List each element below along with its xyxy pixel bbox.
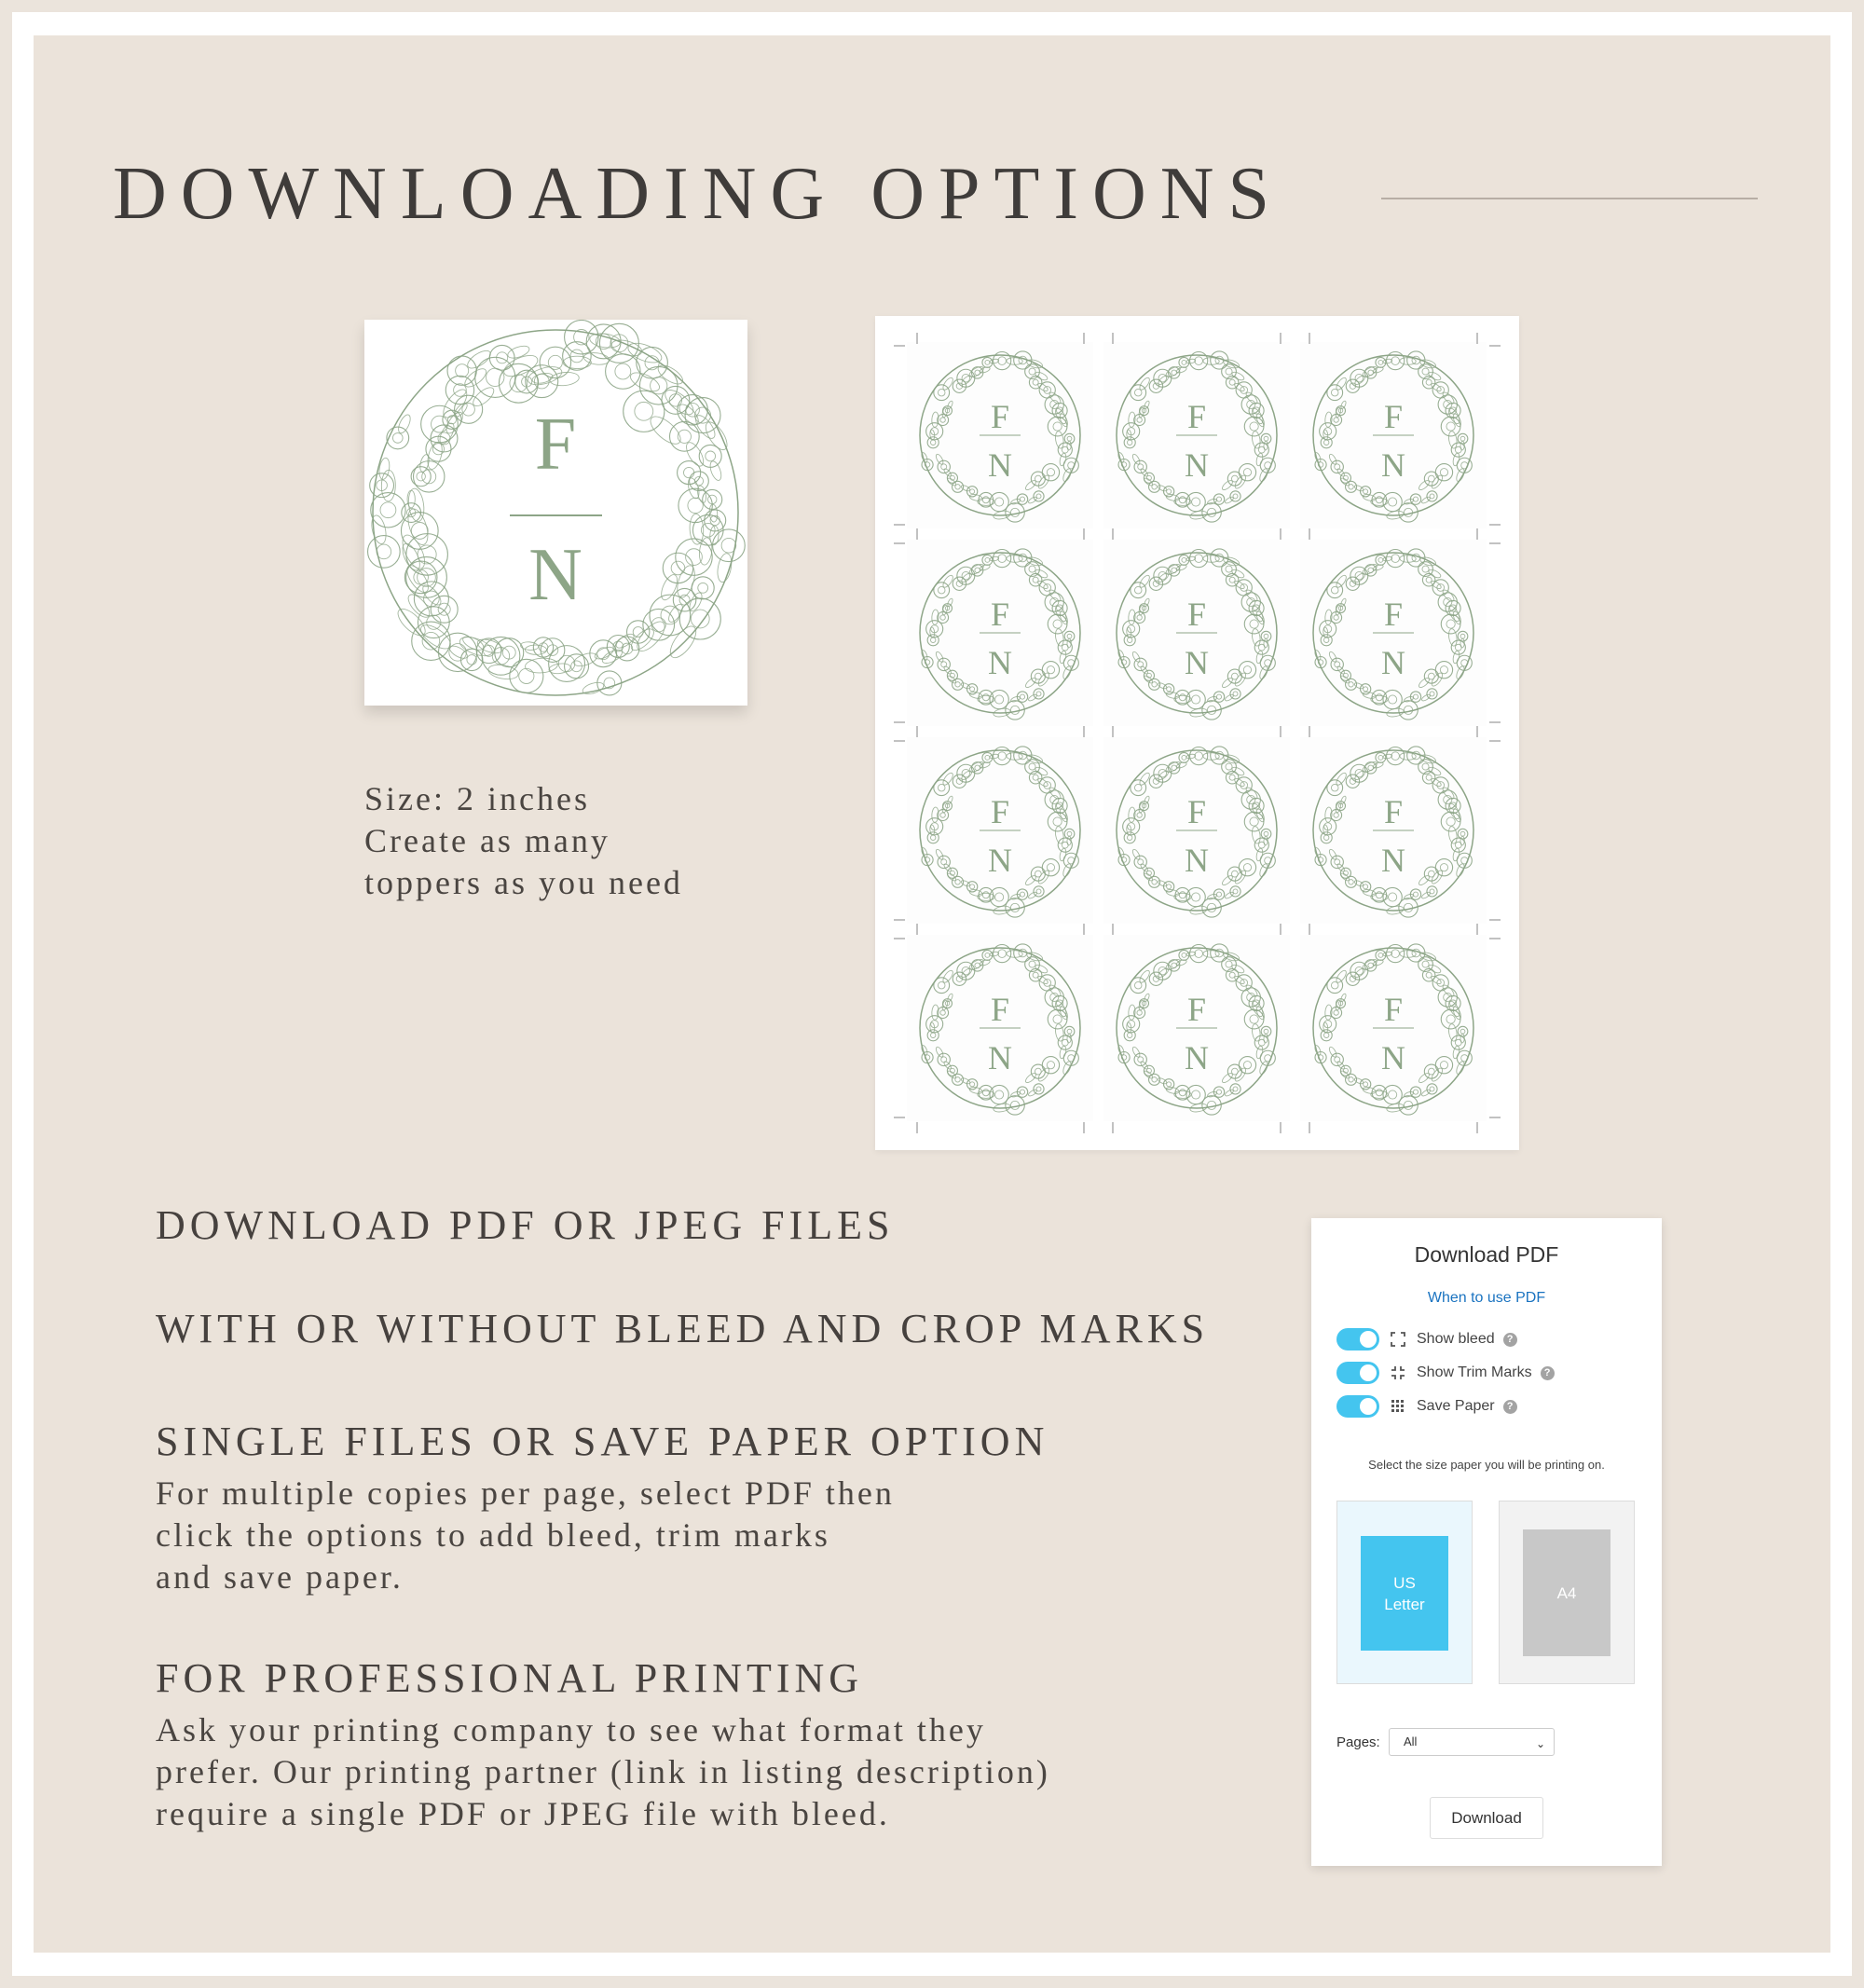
sheet-monogram-bottom: N — [1185, 1039, 1209, 1076]
option-save-paper — [1336, 1394, 1517, 1419]
paper-us-letter-thumbnail — [1361, 1536, 1448, 1651]
text-line: click the options to add bleed, trim marks — [156, 1516, 830, 1554]
feature-text-pro-printing — [156, 1709, 1050, 1835]
sheet-preview — [875, 316, 1519, 1150]
sheet-monogram-bottom: N — [1185, 842, 1209, 879]
flower-mark — [418, 569, 436, 587]
flower-mark — [411, 523, 428, 540]
size-line: Size: 2 inches — [364, 780, 590, 817]
topper-preview — [364, 320, 747, 706]
sheet-topper — [907, 935, 1093, 1121]
title-rule — [1381, 198, 1758, 199]
monogram-bottom-letter: N — [528, 534, 582, 616]
help-icon[interactable]: ? — [1503, 1400, 1517, 1414]
option-show-bleed — [1336, 1327, 1517, 1351]
help-icon[interactable]: ? — [1541, 1366, 1555, 1380]
flower-mark — [651, 618, 665, 632]
text-line: For multiple copies per page, select PDF then — [156, 1474, 895, 1512]
flower-mark — [412, 622, 450, 660]
flower-mark — [635, 402, 653, 420]
sheet-monogram-top: F — [1383, 793, 1404, 830]
flower-mark — [414, 582, 448, 616]
flower-mark — [539, 643, 548, 652]
help-icon[interactable]: ? — [1503, 1333, 1517, 1347]
flower-mark — [713, 529, 746, 562]
sheet-topper — [907, 342, 1093, 528]
flower-mark — [639, 366, 678, 404]
flower-mark — [533, 638, 553, 657]
show-bleed-toggle[interactable] — [1336, 1328, 1379, 1350]
sheet-topper — [1300, 342, 1487, 528]
show-trim-marks-toggle[interactable] — [1336, 1362, 1379, 1384]
sheet-topper — [1300, 540, 1487, 726]
sheet-topper — [1103, 540, 1290, 726]
pages-select-value: All — [1404, 1734, 1418, 1748]
size-info — [364, 778, 683, 904]
flower-mark — [671, 561, 685, 575]
sheet-monogram-top: F — [1186, 793, 1207, 830]
leaf-mark — [716, 552, 733, 583]
sheet-monogram-top: F — [1383, 596, 1404, 633]
flower-mark — [447, 356, 476, 385]
flower-mark — [662, 386, 690, 414]
sheet-monogram-bottom: N — [1381, 644, 1405, 681]
leaf-mark — [655, 362, 686, 388]
leaf-mark — [406, 487, 425, 523]
text-line: require a single PDF or JPEG file with bleed. — [156, 1795, 890, 1832]
leaf-mark — [708, 459, 723, 482]
sheet-monogram-top: F — [1186, 398, 1207, 435]
flower-mark — [380, 502, 396, 518]
flower-mark — [487, 368, 504, 386]
sheet-topper — [1103, 737, 1290, 924]
sheet-topper — [907, 540, 1093, 726]
save-paper-label: Save Paper — [1417, 1398, 1495, 1414]
sheet-monogram-bottom: N — [988, 842, 1012, 879]
flower-mark — [698, 583, 708, 593]
flower-mark — [499, 363, 538, 403]
download-button[interactable]: Download — [1430, 1797, 1543, 1839]
leaf-mark — [665, 623, 701, 662]
sheet-monogram-top: F — [1383, 398, 1404, 435]
paper-label: A4 — [1556, 1584, 1577, 1602]
monogram-top-letter: F — [534, 404, 577, 486]
flower-mark — [683, 467, 693, 477]
flower-mark — [456, 364, 469, 377]
flower-mark — [690, 472, 709, 491]
size-line: Create as many — [364, 822, 610, 859]
download-pdf-dialog — [1311, 1218, 1662, 1866]
sheet-preview-graphic — [875, 316, 1519, 1150]
feature-text-save-paper — [156, 1473, 895, 1598]
sheet-monogram-top: F — [990, 596, 1010, 633]
flower-mark — [706, 451, 716, 461]
paper-size-hint: Select the size paper you will be printing on. — [1368, 1458, 1605, 1472]
dialog-title: Download PDF — [1414, 1242, 1559, 1267]
text-line: prefer. Our printing partner (link in listing description) — [156, 1753, 1050, 1790]
flower-mark — [455, 395, 483, 423]
flower-mark — [377, 544, 391, 559]
trim-marks-icon — [1391, 1365, 1405, 1380]
text-line: and save paper. — [156, 1558, 404, 1596]
leaf-mark — [572, 651, 598, 668]
flower-mark — [460, 649, 482, 670]
sheet-monogram-top: F — [1186, 991, 1207, 1028]
leaf-mark — [549, 371, 580, 387]
flower-mark — [565, 320, 598, 353]
flower-mark — [721, 538, 736, 553]
feature-heading-bleed: WITH OR WITHOUT BLEED AND CROP MARKS — [156, 1306, 1210, 1351]
sheet-monogram-top: F — [1383, 991, 1404, 1028]
sheet-monogram-bottom: N — [1381, 1039, 1405, 1076]
save-paper-toggle[interactable] — [1336, 1395, 1379, 1418]
feature-heading-pro-printing: FOR PROFESSIONAL PRINTING — [156, 1655, 864, 1701]
flower-mark — [615, 363, 631, 379]
flower-mark — [462, 404, 475, 417]
pages-select[interactable] — [1389, 1728, 1555, 1756]
feature-heading-download: DOWNLOAD PDF OR JPEG FILES — [156, 1202, 895, 1248]
leaf-mark — [582, 680, 605, 696]
sheet-topper — [1103, 935, 1290, 1121]
page-title: DOWNLOADING OPTIONS — [113, 153, 1284, 235]
grid-dots-icon — [1391, 1399, 1405, 1414]
sheet-monogram-top: F — [990, 398, 1010, 435]
when-to-use-pdf-link[interactable]: When to use PDF — [1427, 1290, 1546, 1306]
flower-mark — [371, 493, 405, 528]
feature-heading-save-paper: SINGLE FILES OR SAVE PAPER OPTION — [156, 1419, 1049, 1464]
sheet-monogram-bottom: N — [1381, 842, 1405, 879]
flower-mark — [392, 433, 403, 444]
show-bleed-label: Show bleed — [1417, 1331, 1495, 1347]
paper-label: Letter — [1384, 1595, 1425, 1613]
paper-a4-thumbnail — [1523, 1529, 1610, 1656]
sheet-monogram-bottom: N — [1185, 644, 1209, 681]
flower-mark — [519, 668, 534, 683]
flower-mark — [643, 609, 675, 640]
sheet-monogram-bottom: N — [988, 644, 1012, 681]
option-show-trim-marks — [1336, 1361, 1555, 1385]
sheet-monogram-bottom: N — [988, 1039, 1012, 1076]
flower-mark — [510, 659, 543, 692]
chevron-down-icon: ⌄ — [1535, 1737, 1545, 1750]
flower-mark — [688, 498, 703, 513]
flower-mark — [368, 536, 401, 569]
expand-corners-icon — [1391, 1332, 1405, 1347]
flower-mark — [670, 421, 700, 451]
flower-mark — [705, 510, 726, 531]
pages-label: Pages: — [1336, 1734, 1380, 1750]
leaf-mark — [461, 634, 486, 652]
sheet-topper — [1300, 935, 1487, 1121]
show-trim-marks-label: Show Trim Marks — [1417, 1364, 1532, 1380]
sheet-topper — [1300, 737, 1487, 924]
sheet-monogram-top: F — [990, 793, 1010, 830]
flower-mark — [691, 610, 709, 628]
sheet-topper — [1103, 342, 1290, 528]
flower-mark — [679, 598, 720, 639]
flower-mark — [414, 461, 445, 492]
sheet-topper — [907, 737, 1093, 924]
text-line: Ask your printing company to see what format they — [156, 1711, 986, 1748]
sheet-monogram-bottom: N — [988, 446, 1012, 484]
sheet-monogram-bottom: N — [1381, 446, 1405, 484]
leaf-mark — [396, 413, 413, 434]
paper-option-a4[interactable] — [1499, 1501, 1635, 1684]
size-line: toppers as you need — [364, 864, 683, 901]
flower-mark — [685, 398, 720, 433]
paper-option-us-letter[interactable] — [1336, 1501, 1473, 1684]
flower-mark — [432, 416, 448, 432]
flower-mark — [678, 488, 712, 522]
flower-mark — [417, 472, 425, 480]
flower-mark — [586, 324, 621, 359]
floral-wreath — [368, 320, 746, 695]
topper-preview-graphic — [364, 320, 747, 706]
sheet-monogram-bottom: N — [1185, 446, 1209, 484]
flower-mark — [540, 347, 570, 377]
sheet-monogram-top: F — [1186, 596, 1207, 633]
flower-mark — [627, 621, 650, 643]
paper-label: US — [1393, 1573, 1416, 1592]
flower-mark — [432, 444, 444, 455]
flower-mark — [431, 596, 458, 623]
sheet-monogram-top: F — [990, 991, 1010, 1028]
